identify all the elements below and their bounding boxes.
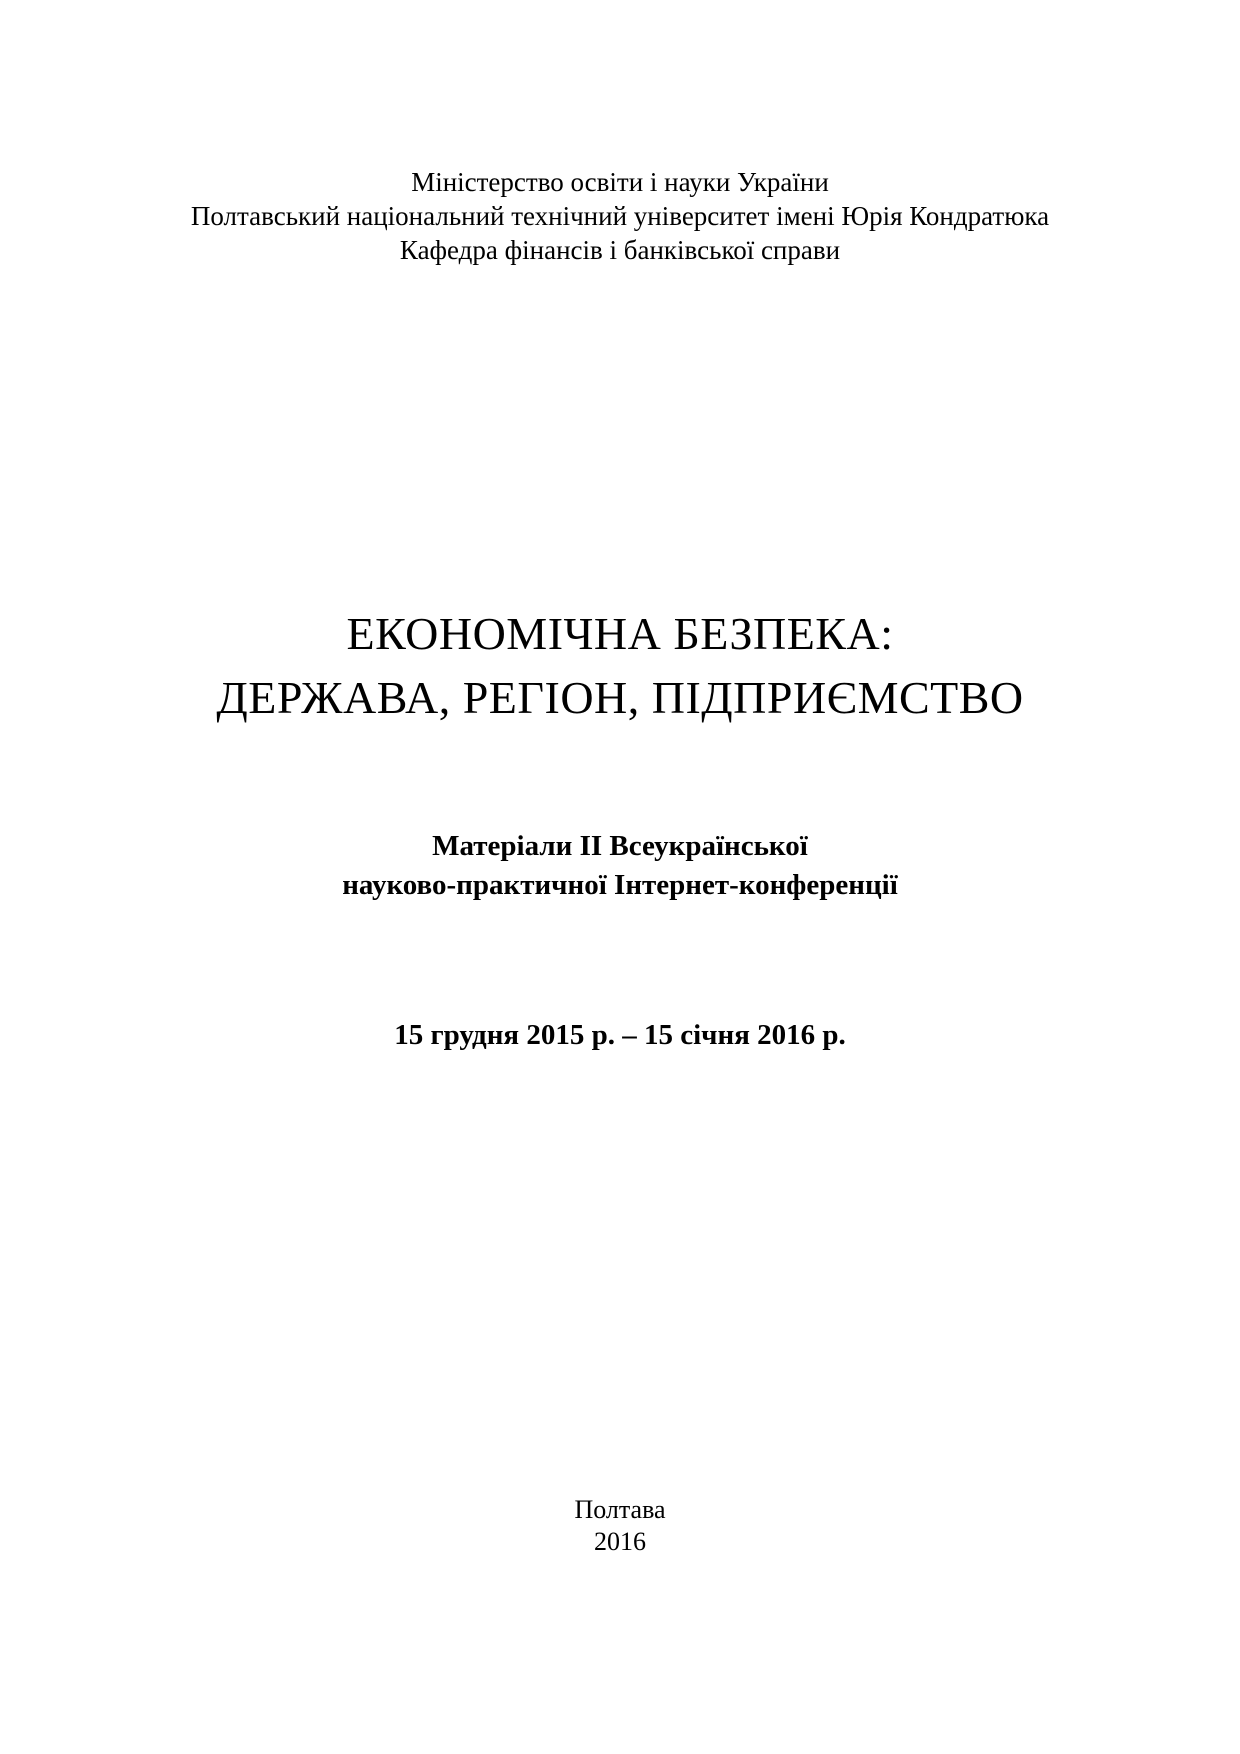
title-line-2: ДЕРЖАВА, РЕГІОН, ПІДПРИЄМСТВО xyxy=(216,672,1024,723)
department-line: Кафедра фінансів і банківської справи xyxy=(399,235,841,265)
imprint-year: 2016 xyxy=(594,1527,646,1556)
title-line-1: ЕКОНОМІЧНА БЕЗПЕКА: xyxy=(346,608,894,659)
subtitle xyxy=(0,827,1240,905)
subtitle-line-2: науково-практичної Інтернет-конференції xyxy=(342,869,898,901)
university-line: Полтавський національний технічний університет імені Юрія Кондратюка xyxy=(190,201,1050,231)
conference-dates: 15 грудня 2015 р. – 15 січня 2016 р. xyxy=(394,1019,846,1051)
document-header xyxy=(0,165,1240,267)
imprint xyxy=(0,1494,1240,1558)
main-title xyxy=(0,602,1240,730)
ministry-line: Міністерство освіти і науки України xyxy=(411,167,829,197)
subtitle-line-1: Матеріали ІІ Всеукраїнської xyxy=(432,830,808,862)
imprint-city: Полтава xyxy=(574,1495,666,1524)
